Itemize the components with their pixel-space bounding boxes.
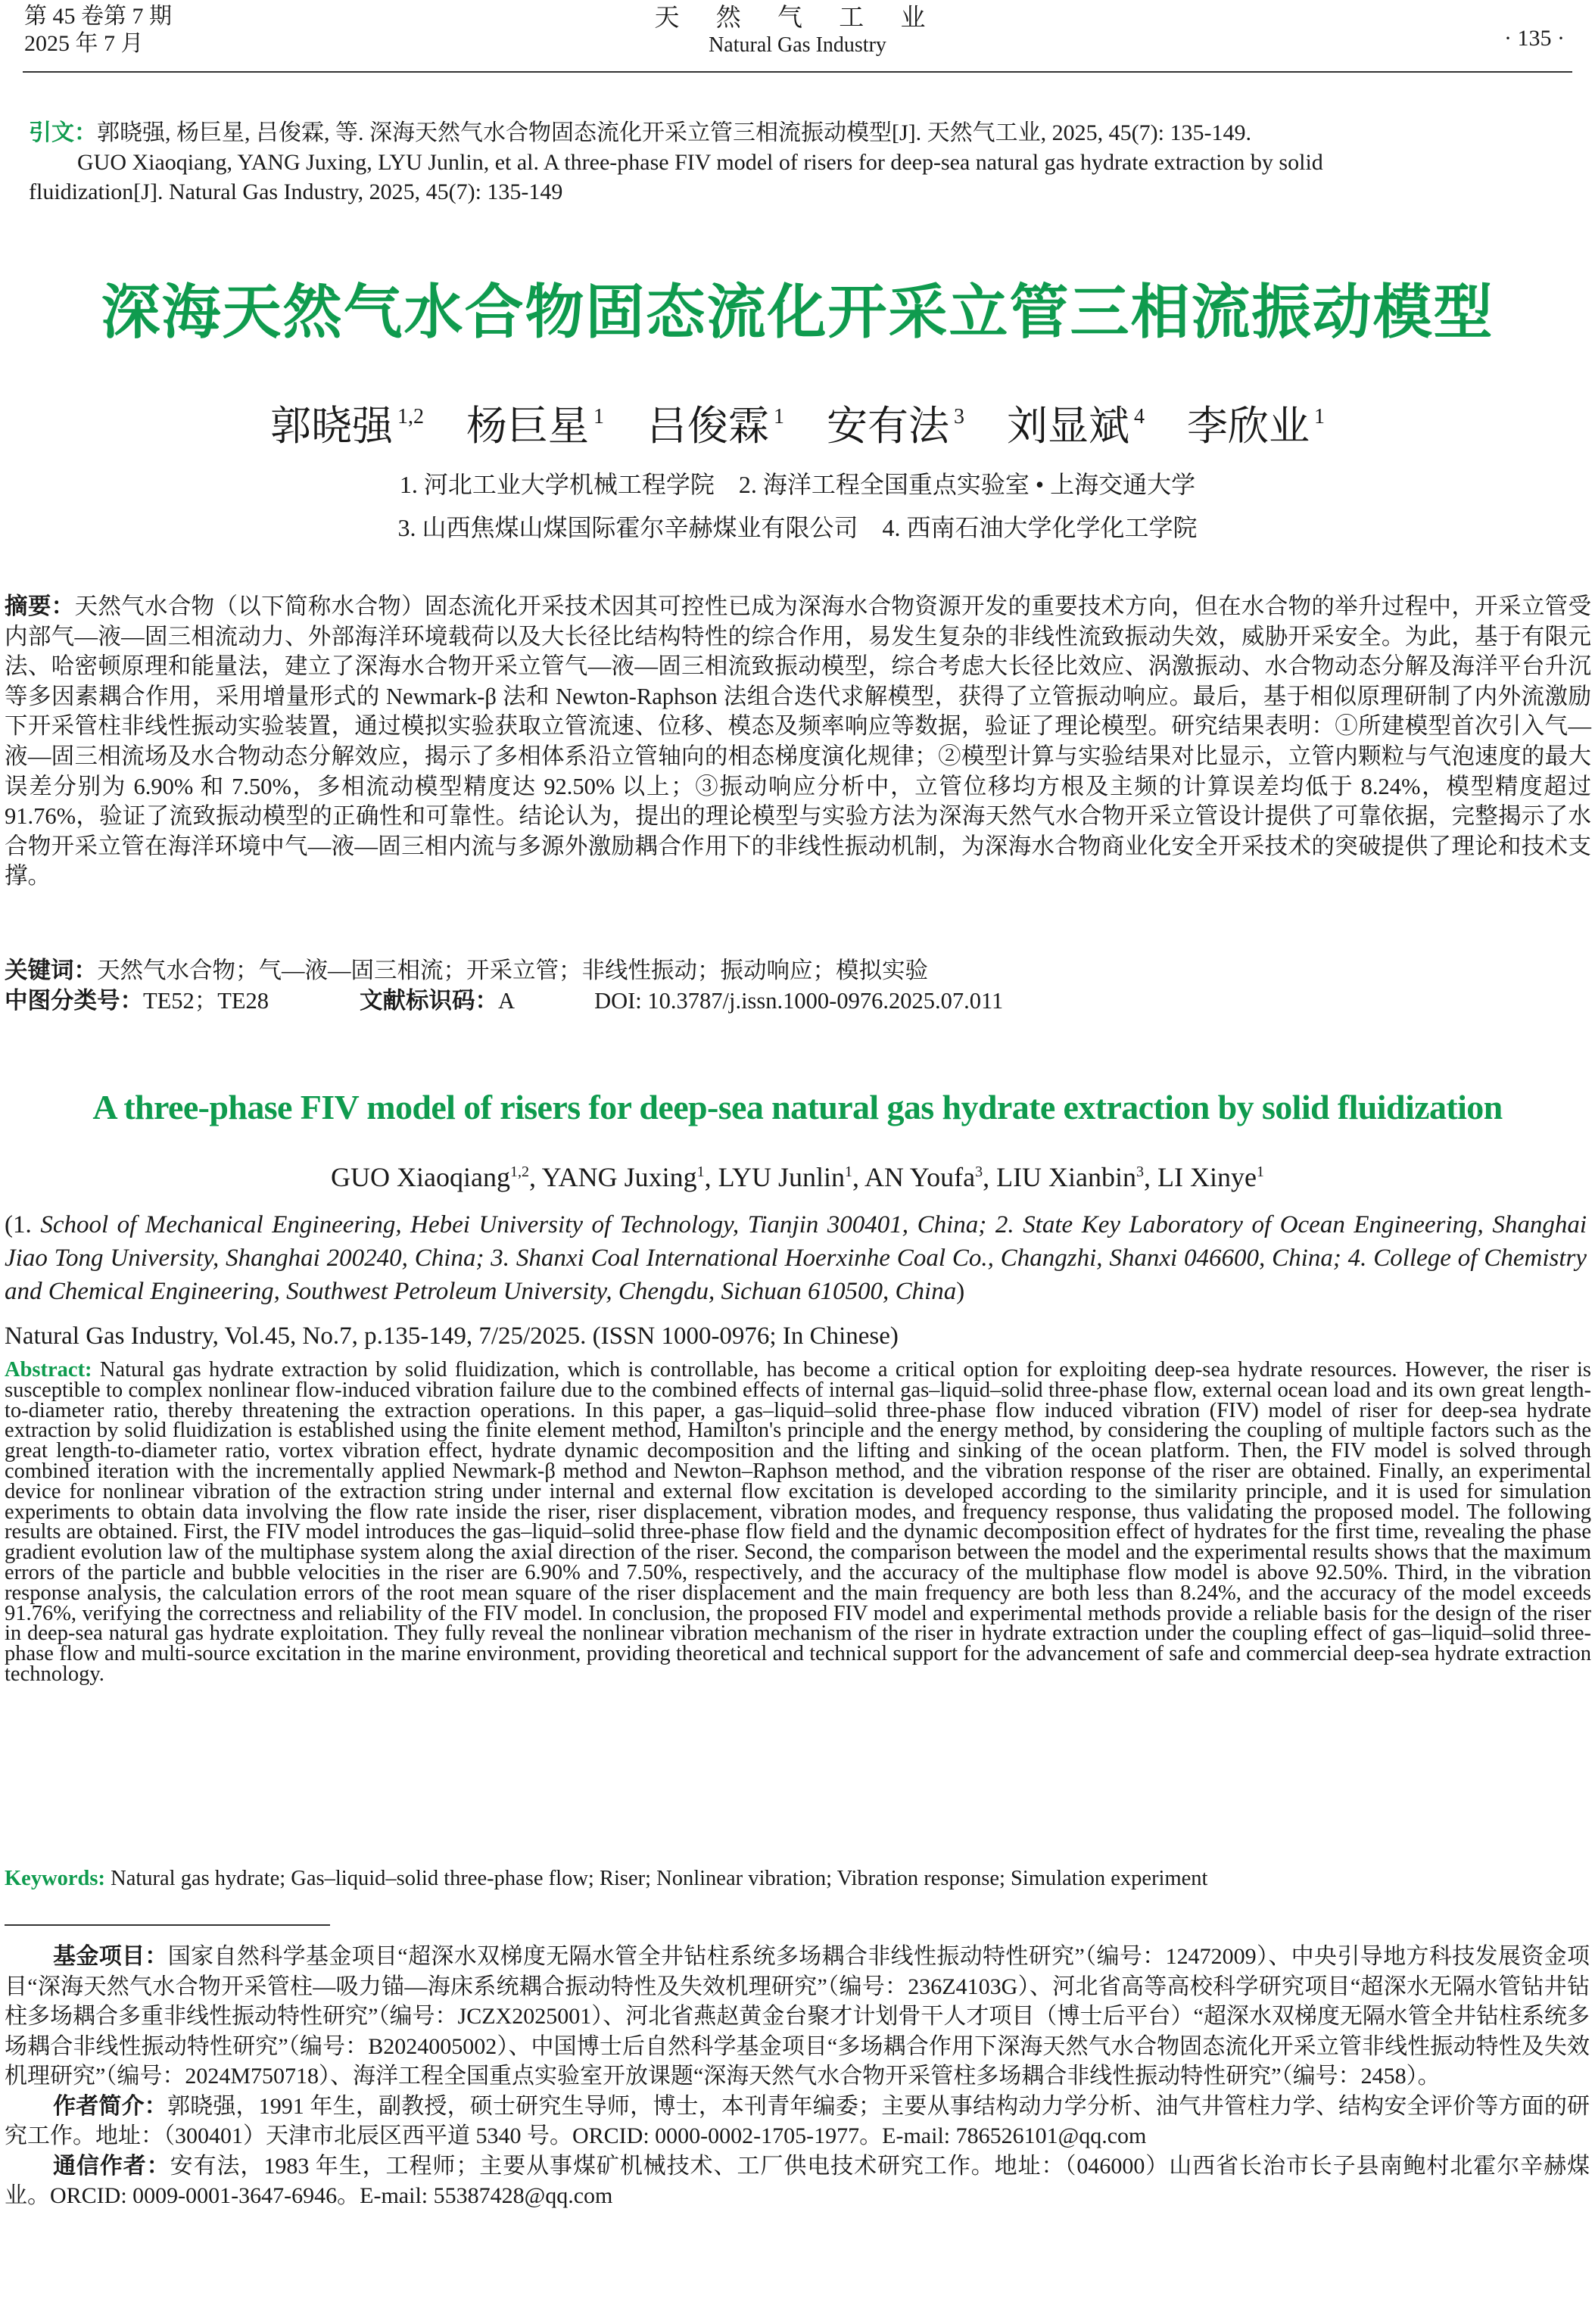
- author-intro-label: 作者简介：: [53, 2092, 167, 2120]
- aff-open: (1.: [5, 1211, 41, 1238]
- author-en-affiliation-mark: 3: [975, 1164, 983, 1180]
- author-en: [864, 1162, 983, 1192]
- author-note: [5, 2092, 1590, 2151]
- author-intro-text: 郭晓强，1991 年生，副教授，硕士研究生导师，博士，本刊青年编委；主要从事结构动力学分析、油气井管柱力学、结构安全评价等方面的研究工作。地址：（300401）天津市北辰区西平道 5340 号。ORCID: 0000-0002-1705-1977。E-mail: 786526101@qq.com: [5, 2093, 1590, 2148]
- title-cn: 深海天然气水合物固态流化开采立管三相流振动模型: [101, 279, 1494, 347]
- affiliations-en: [5, 1208, 1587, 1308]
- corresponding-note: [5, 2151, 1590, 2211]
- authors-cn: [0, 394, 1595, 452]
- author-cn-affiliation-mark: 1: [593, 405, 604, 428]
- abstract-cn: [5, 592, 1591, 892]
- citation-cn: 郭晓强, 杨巨星, 吕俊霖, 等. 深海天然气水合物固态流化开采立管三相流振动模型[J]. 天然气工业, 2025, 45(7): 135-149.: [97, 120, 1251, 145]
- author-cn-affiliation-mark: 1: [774, 405, 784, 428]
- footnotes: [5, 1942, 1590, 2211]
- author-cn: [1007, 403, 1145, 449]
- author-en-name: AN Youfa: [864, 1162, 976, 1192]
- abstract-cn-text: 天然气水合物（以下简称水合物）固态流化开采技术因其可控性已成为深海水合物资源开发的重要技术方向，但在水合物的举升过程中，开采立管受内部气—液—固三相流动力、外部海洋环境载荷以及大长径比结构特性的综合作用，易发生复杂的非线性流致振动失效，威胁开采安全。为此，基于有限元法、哈密顿原理和能量法，建立了深海水合物开采立管气—液—固三相流致振动模型，综合考虑大长径比效应、涡激振动、水合物动态分解及海洋平台升沉等多因素耦合作用，采用增量形式的 Newmark-β 法和 Newton-Raphson 法组合迭代求解模型，获得了立管振动响应。最后，基于相似原理研制了内外流激励下开采管柱非线性振动实验装置，通过模拟实验获取立管流速、位移、模态及频率响应等数据，验证了理论模型。研究结果表明：①所建模型首次引入气—液—固三相流场及水合物动态分解效应，揭示了多相体系沿立管轴向的相态梯度演化规律；②模型计算与实验结果对比显示，立管内颗粒与气泡速度的最大误差分别为 6.90% 和 7.50%，多相流动模型精度达 92.50% 以上；③振动响应分析中，立管位移均方根及主频的计算误差均低于 8.24%，模型精度超过 91.76%，验证了流致振动模型的正确性和可靠性。结论认为，提出的理论模型与实验方法为深海天然气水合物开采立管设计提供了可靠依据，完整揭示了水合物开采立管在海洋环境中气—液—固三相内流与多源外激励耦合作用下的非线性振动机制，为深海水合物商业化安全开采技术的突破提供了理论和技术支撑。: [5, 593, 1592, 889]
- author-en: [996, 1162, 1144, 1192]
- author-cn: [466, 403, 604, 449]
- doc-code-label: 文献标识码：: [360, 988, 499, 1014]
- doi: DOI: 10.3787/j.issn.1000-0976.2025.07.011: [594, 988, 1004, 1014]
- citation-block: [29, 118, 1565, 207]
- author-en-name: LIU Xianbin: [996, 1162, 1137, 1192]
- author-en: [1157, 1162, 1264, 1192]
- keywords-cn-label: 关键词：: [5, 958, 97, 984]
- issue-date: 2025 年 7 月: [24, 31, 144, 56]
- author-en-affiliation-mark: 1,2: [509, 1164, 529, 1180]
- aff-close: ): [956, 1278, 965, 1305]
- journal-name-cn: 天 然 气 工 业: [654, 5, 941, 32]
- author-en-affiliation-mark: 1: [696, 1164, 705, 1180]
- author-en-name: GUO Xiaoqiang: [330, 1162, 510, 1192]
- header-journal: [0, 3, 1595, 58]
- author-en-name: YANG Juxing: [541, 1162, 697, 1192]
- journal-name-en: Natural Gas Industry: [709, 33, 886, 57]
- affiliations-cn: [0, 463, 1595, 550]
- title-en: A three-phase FIV model of risers for deep-sea natural gas hydrate extraction by solid fluidization: [92, 1088, 1503, 1126]
- author-cn-name: 郭晓强: [270, 403, 393, 449]
- keywords-cn-text: 天然气水合物；气—液—固三相流；开采立管；非线性振动；振动响应；模拟实验: [97, 958, 928, 983]
- keywords-cn: [5, 955, 1591, 986]
- journal-info-en: Natural Gas Industry, Vol.45, No.7, p.135-149, 7/25/2025. (ISSN 1000-0976; In Chinese): [5, 1322, 899, 1350]
- author-en: [542, 1162, 705, 1192]
- keywords-en-label: Keywords:: [5, 1867, 105, 1890]
- affiliation-cn-line: 3. 山西焦煤山煤国际霍尔辛赫煤业有限公司 4. 西南石油大学化学化工学院: [397, 514, 1198, 541]
- clc-value: TE52；TE28: [143, 988, 269, 1014]
- author-en: [718, 1162, 852, 1192]
- abstract-en: [5, 1360, 1591, 1685]
- corresponding-label: 通信作者：: [53, 2152, 170, 2179]
- clc-label: 中图分类号：: [5, 988, 143, 1014]
- affiliation-en-text: School of Mechanical Engineering, Hebei University of Technology, Tianjin 300401, China; 2. State Key Laboratory of Ocean Engineering, Shanghai Jiao Tong University, Shanghai 200240, China; 3. Shanxi Coal International Hoerxinhe Coal Co., Changzhi, Shanxi 046600, China; 4. College of Chemistry and Chemical Engineering, Southwest Petroleum University, Chengdu, Sichuan 610500, China: [5, 1211, 1587, 1305]
- author-cn: [1187, 403, 1325, 449]
- page-number: · 135 ·: [1504, 26, 1565, 51]
- fund-label: 基金项目：: [53, 1943, 168, 1970]
- author-en-name: LI Xinye: [1157, 1162, 1257, 1192]
- author-cn-affiliation-mark: 1,2: [397, 405, 424, 428]
- fund-text: 国家自然科学基金项目“超深水双梯度无隔水管全井钻柱系统多场耦合非线性振动特性研究”（编号：12472009）、中央引导地方科技发展资金项目“深海天然气水合物开采管柱—吸力锚—海床系统耦合振动特性及失效机理研究”（编号：236Z4103G）、河北省高等高校科学研究项目“超深水无隔水管钻井钻柱多场耦合多重非线性振动特性研究”（编号：JCZX2025001）、河北省燕赵黄金台聚才计划骨干人才项目（博士后平台）“超深水双梯度无隔水管全井钻柱系统多场耦合非线性振动特性研究”（编号：B2024005002）、中国博士后自然科学基金项目“多场耦合作用下深海天然气水合物固态流化开采立管非线性振动特性及失效机理研究”（编号：2024M750718）、海洋工程全国重点实验室开放课题“深海天然气水合物开采管柱多场耦合非线性振动特性研究”（编号：2458）。: [5, 1944, 1590, 2089]
- author-cn-name: 李欣业: [1187, 403, 1310, 449]
- author-cn-name: 吕俊霖: [646, 403, 769, 449]
- citation-label: 引文：: [29, 120, 97, 146]
- author-cn-affiliation-mark: 4: [1134, 405, 1145, 428]
- affiliation-cn-line: 1. 河北工业大学机械工程学院 2. 海洋工程全国重点实验室 • 上海交通大学: [399, 471, 1196, 498]
- abstract-en-text: Natural gas hydrate extraction by solid fluidization, which is controllable, has become a critical option for exploiting deep-sea hydrate resources. However, the riser is susceptible to complex nonlinear flow-induced vibration failure due to the combined effects of internal gas–liquid–solid three-phase flow, external ocean load and its own great length-to-diameter ratio, thereby threatening the extraction operations. In this paper, a gas–liquid–solid three-phase flow induced vibration (FIV) model of riser for deep-sea hydrate extraction by solid fluidization is established using the finite element method, Hamilton's principle and the energy method, by considering the coupling of multiple factors such as the great length-to-diameter ratio, vortex vibration effect, hydrate dynamic decomposition and the lifting and sinking of the ocean platform. Then, the FIV model is solved through combined iteration with the incrementally applied Newmark-β method and Newton–Raphson method, and the vibration response of the riser are obtained. Finally, an experimental device for nonlinear vibration of the extraction string under internal and external flow excitation is developed according to the similarity principle, and it is used for simulation experiments to obtain data involving the flow rate inside the riser, riser displacement, vibration modes, and frequency response, thus validating the proposed model. The following results are obtained. First, the FIV model introduces the gas–liquid–solid three-phase flow field and the dynamic decomposition effect of hydrates for the first time, revealing the phase gradient evolution law of the multiphase system along the axial direction of the riser. Second, the comparison between the model and the experimental results shows that the maximum errors of the particle and bubble velocities in the riser are 6.90% and 7.50%, respectively, and the accuracy of the multiphase flow model is above 92.50%. Third, in the vibration response analysis, the calculation errors of the root mean square of the riser displacement and the main frequency are both less than 8.24%, and the accuracy of the model exceeds 91.76%, verifying the correctness and reliability of the FIV model. In conclusion, the proposed FIV model and experimental methods provide a reliable basis for the design of the riser in deep-sea natural gas hydrate exploitation. They fully reveal the nonlinear vibration mechanism of the riser in hydrate extraction under the coupling effect of gas–liquid–solid three-phase flow and multi-source excitation in the marine environment, providing theoretical and technical support for the advancement of safe and commercial deep-sea hydrate extraction technology.: [5, 1358, 1591, 1686]
- author-cn: [646, 403, 784, 449]
- abstract-cn-label: 摘要：: [5, 593, 75, 620]
- author-en-affiliation-mark: 3: [1136, 1164, 1145, 1180]
- author-cn-affiliation-mark: 1: [1314, 405, 1325, 428]
- classification-line: [5, 986, 1591, 1017]
- fund-note: [5, 1942, 1590, 2092]
- author-en-name: LYU Junlin: [718, 1162, 846, 1192]
- author-cn: [827, 403, 964, 449]
- keywords-en: [5, 1868, 1591, 1890]
- volume-issue: 第 45 卷第 7 期: [24, 4, 172, 29]
- author-cn-name: 杨巨星: [466, 403, 589, 449]
- author-cn: [270, 403, 424, 449]
- citation-en-line1: GUO Xiaoqiang, YANG Juxing, LYU Junlin, et al. A three-phase FIV model of risers for deep-sea natural gas hydrate extraction by solid: [77, 150, 1323, 175]
- keywords-en-text: Natural gas hydrate; Gas–liquid–solid three-phase flow; Riser; Nonlinear vibration; Vibration response; Simulation experiment: [111, 1867, 1208, 1890]
- author-cn-affiliation-mark: 3: [954, 405, 964, 428]
- abstract-en-label: Abstract:: [5, 1358, 92, 1382]
- author-en: [331, 1162, 529, 1192]
- author-en-affiliation-mark: 1: [1257, 1164, 1265, 1180]
- doc-code-value: A: [498, 988, 516, 1014]
- authors-en: GUO Xiaoqiang$^{1,2}$, YANG Juxing$^1$, LYU Junlin$^1$, AN Youfa$^3$, LIU Xianbin$^3$, LI Xinye$^1$: [330, 1162, 1265, 1192]
- corresponding-text: 安有法，1983 年生，工程师；主要从事煤矿机械技术、工厂供电技术研究工作。地址：（046000）山西省长治市长子县南鲍村北霍尔辛赫煤业。ORCID: 0009-0001-3647-6946。E-mail: 55387428@qq.com: [5, 2153, 1590, 2208]
- author-cn-name: 安有法: [827, 403, 949, 449]
- footnote-divider: [5, 1924, 330, 1926]
- author-en-affiliation-mark: 1: [845, 1164, 853, 1180]
- header-divider: [23, 71, 1572, 73]
- citation-en-line2: fluidization[J]. Natural Gas Industry, 2025, 45(7): 135-149: [29, 179, 563, 204]
- author-cn-name: 刘显斌: [1007, 403, 1129, 449]
